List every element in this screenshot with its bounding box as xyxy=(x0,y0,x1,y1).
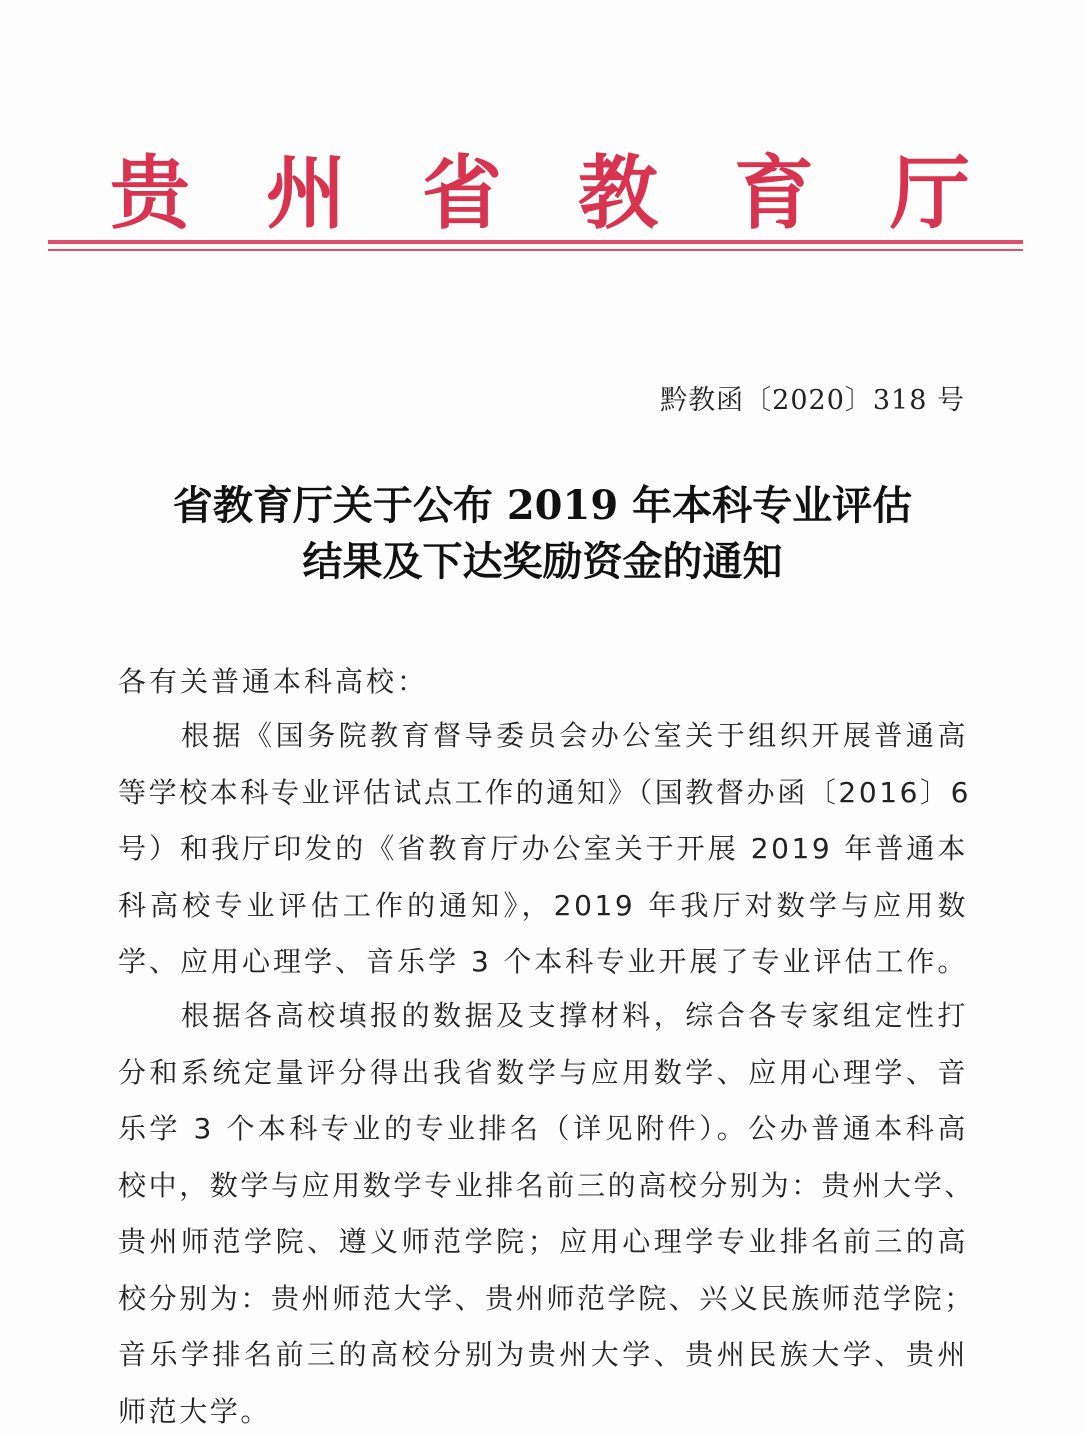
letterhead-char: 贵 xyxy=(110,146,190,240)
paragraph-line: 号）和我厅印发的《省教育厅办公室关于开展 2019 年普通本 xyxy=(118,832,968,865)
letterhead-rule-thin xyxy=(48,249,1023,251)
paragraph-2 xyxy=(118,988,975,1436)
paragraph-line: 校中，数学与应用数学专业排名前三的高校分别为：贵州大学、 xyxy=(118,1168,975,1202)
document-title xyxy=(60,478,1025,590)
letterhead-char: 省 xyxy=(422,146,502,240)
paragraph-line: 分和系统定量评分得出我省数学与应用数学、应用心理学、音 xyxy=(118,1055,968,1089)
paragraph-line: 贵州师范学院、遵义师范学院；应用心理学专业排名前三的高 xyxy=(118,1225,968,1258)
paragraph-line: 根据《国务院教育督导委员会办公室关于组织开展普通高 xyxy=(118,719,968,752)
paragraph-line: 校分别为：贵州师范大学、贵州师范学院、兴义民族师范学院； xyxy=(118,1281,975,1315)
title-line-1: 省教育厅关于公布 2019 年本科专业评估 xyxy=(172,482,913,529)
letterhead-char: 教 xyxy=(578,146,658,240)
agency-letterhead xyxy=(110,148,970,238)
paragraph-1 xyxy=(118,708,972,991)
paragraph-line: 师范大学。 xyxy=(118,1394,272,1428)
letterhead-char: 厅 xyxy=(890,146,970,240)
paragraph-line: 乐学 3 个本科专业的专业排名（详见附件）。公办普通本科高 xyxy=(118,1112,968,1145)
letterhead-char: 州 xyxy=(266,146,346,240)
letterhead-rule-thick xyxy=(48,240,1023,244)
paragraph-line: 等学校本科专业评估试点工作的通知》（国教督办函〔2016〕6 xyxy=(118,775,972,809)
document-number: 黔教函〔2020〕318 号 xyxy=(660,385,965,416)
salutation: 各有关普通本科高校： xyxy=(118,665,429,698)
paragraph-line: 科高校专业评估工作的通知》，2019 年我厅对数学与应用数 xyxy=(118,888,968,922)
paragraph-line: 音乐学排名前三的高校分别为贵州大学、贵州民族大学、贵州 xyxy=(118,1338,968,1371)
letterhead-char: 育 xyxy=(734,146,814,240)
title-line-2: 结果及下达奖励资金的通知 xyxy=(302,538,783,585)
paragraph-line: 根据各高校填报的数据及支撑材料，综合各专家组定性打 xyxy=(118,999,968,1032)
paragraph-line: 学、应用心理学、音乐学 3 个本科专业开展了专业评估工作。 xyxy=(118,945,968,978)
